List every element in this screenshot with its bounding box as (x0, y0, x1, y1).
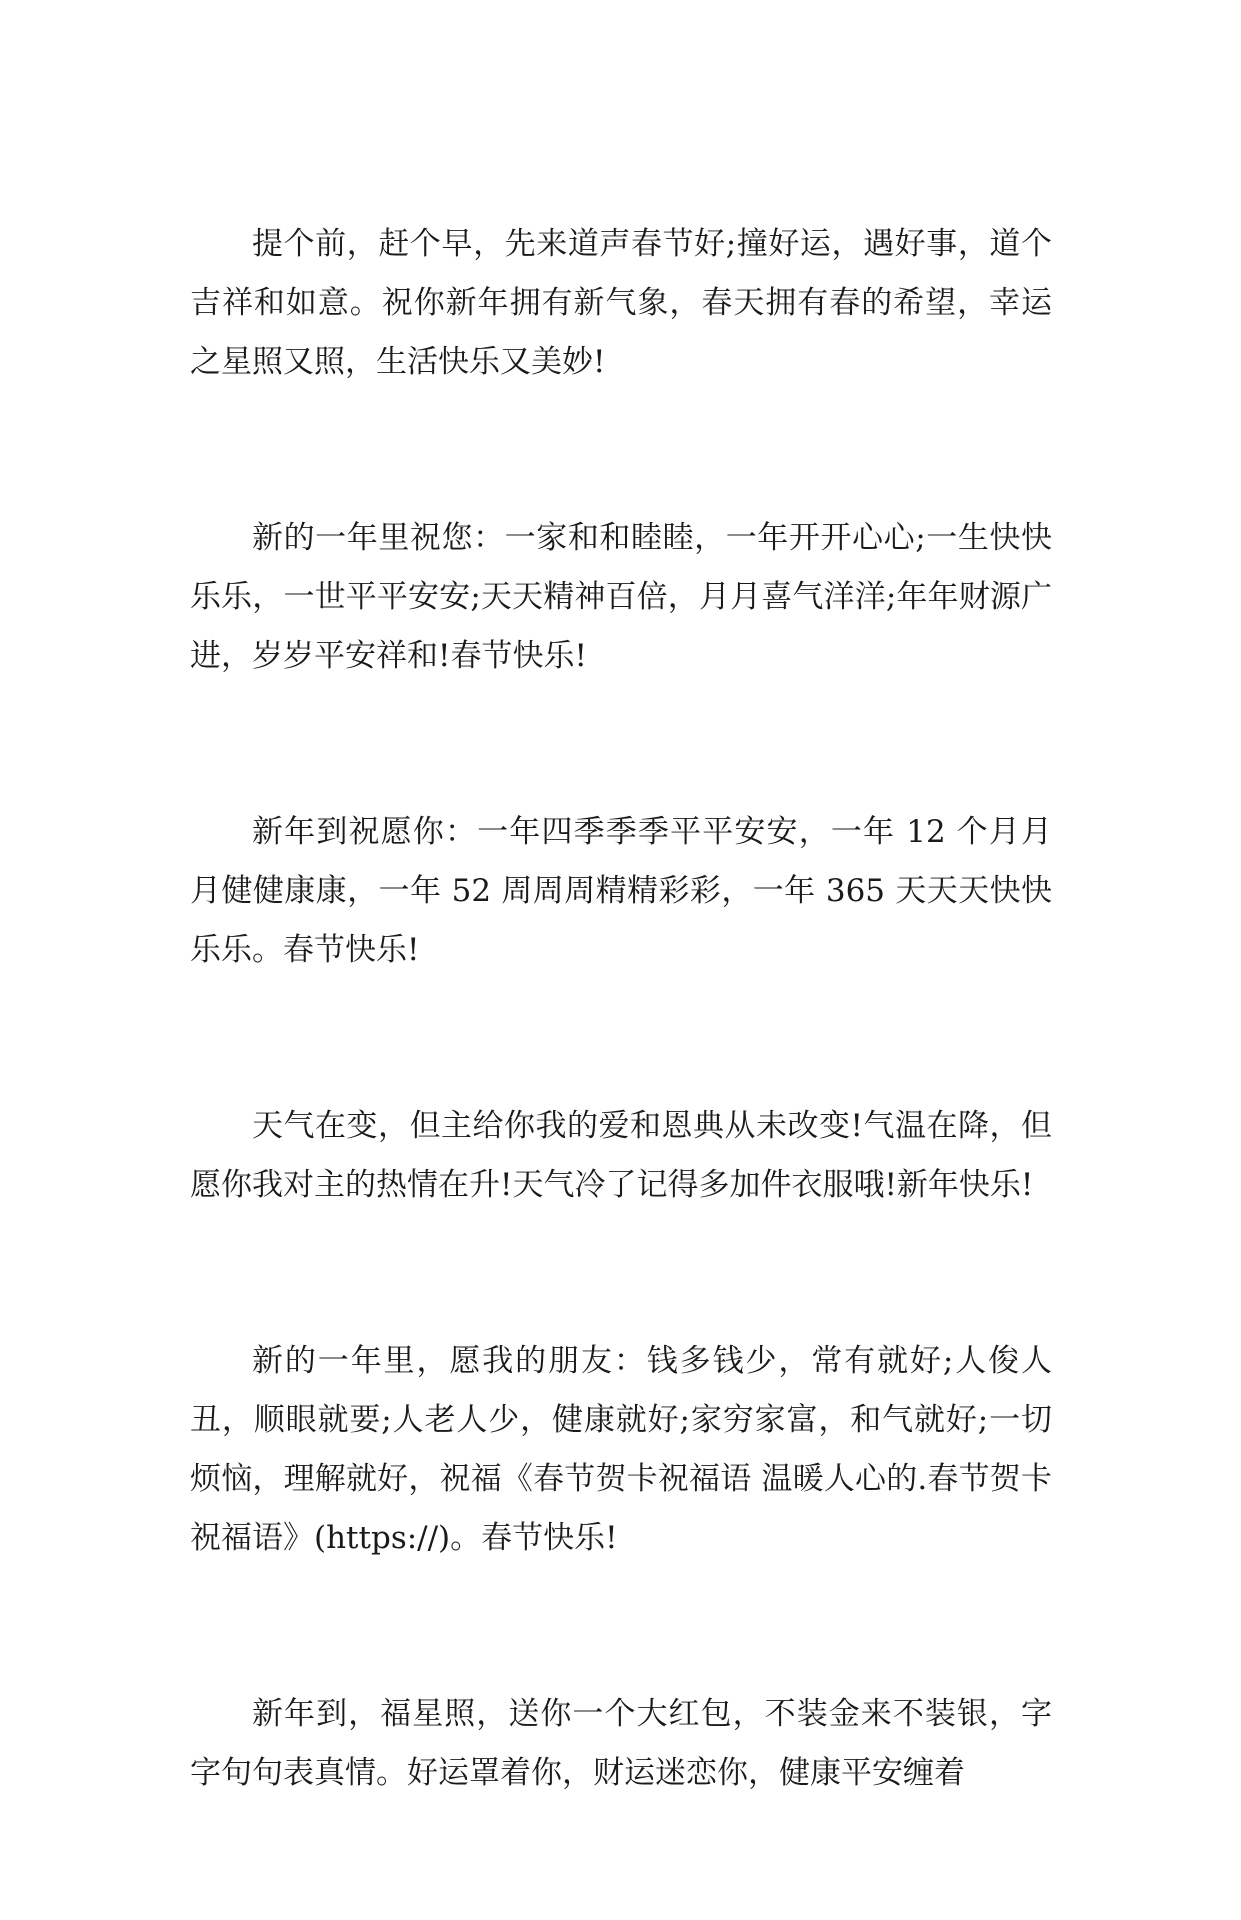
paragraph-4: 天气在变，但主给你我的爱和恩典从未改变!气温在降，但愿你我对主的热情在升!天气冷了记得多加件衣服哦!新年快乐! (190, 1108, 1052, 1203)
paragraph-1: 提个前，赶个早，先来道声春节好;撞好运，遇好事，道个吉祥和如意。祝你新年拥有新气象，春天拥有春的希望，幸运之星照又照，生活快乐又美妙! (190, 226, 1052, 380)
paragraph-3: 新年到祝愿你：一年四季季季平平安安，一年 12 个月月月健健康康，一年 52 周周周精精彩彩，一年 365 天天天快快乐乐。春节快乐! (190, 814, 1052, 968)
paragraph-6: 新年到，福星照，送你一个大红包，不装金来不装银，字字句句表真情。好运罩着你，财运迷恋你，健康平安缠着 (190, 1696, 1052, 1791)
document-body (190, 215, 1052, 1920)
paragraph-5: 新的一年里，愿我的朋友：钱多钱少，常有就好;人俊人丑，顺眼就要;人老人少，健康就好;家穷家富，和气就好;一切烦恼，理解就好，祝福《春节贺卡祝福语 温暖人心的.春节贺卡祝福语》(https://)。春节快乐! (190, 1343, 1052, 1556)
paragraph-2: 新的一年里祝您：一家和和睦睦，一年开开心心;一生快快乐乐，一世平平安安;天天精神百倍，月月喜气洋洋;年年财源广进，岁岁平安祥和!春节快乐! (190, 520, 1052, 674)
